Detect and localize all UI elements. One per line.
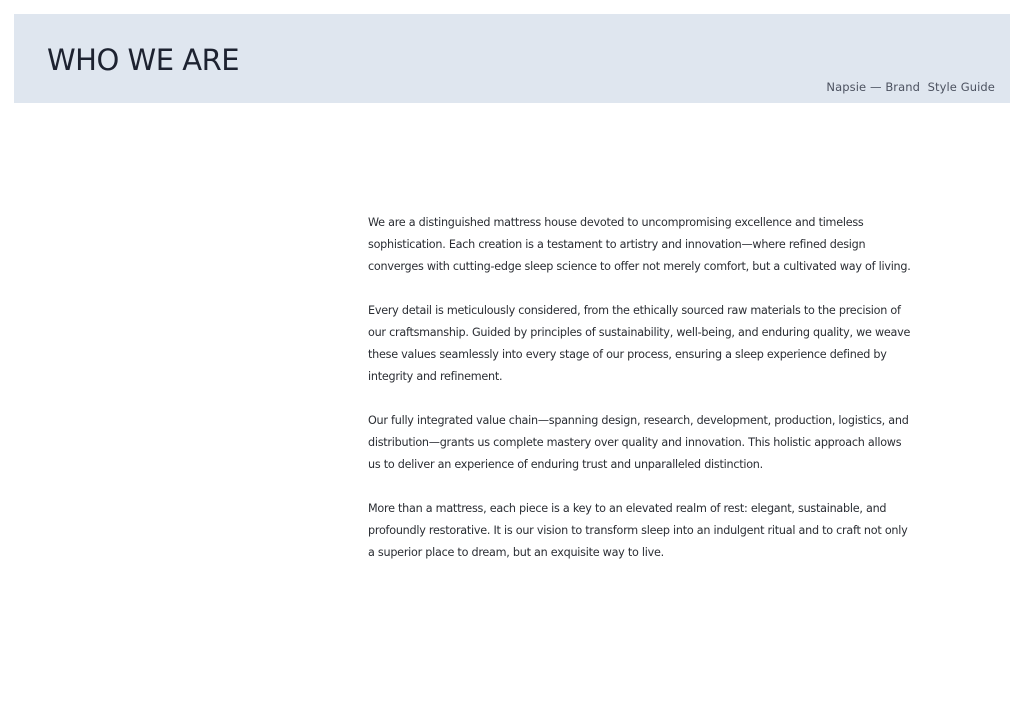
body-copy [368,212,916,586]
header-band [14,14,1010,103]
paragraph-craftsmanship: Every detail is meticulously considered, from the ethically sourced raw materials to the precision of our craftsmanship. Guided by principles of sustainability, well-being, and enduring quality, we weave these values seamlessly into every stage of our process, ensuring a sleep experience defined by integrity and refinement. [368,304,911,383]
paragraph-value-chain: Our fully integrated value chain—spanning design, research, development, production, logistics, and distribution—grants us complete mastery over quality and innovation. This holistic approach allows us to deliver an experience of enduring trust and unparalleled distinction. [368,414,909,471]
page-title: WHO WE ARE [47,43,240,77]
document-subtitle: Napsie — Brand Style Guide [826,80,995,94]
paragraph-intro: We are a distinguished mattress house devoted to uncompromising excellence and timeless sophistication. Each creation is a testament to artistry and innovation—where refined design converges with cutting-edge sleep science to offer not merely comfort, but a cultivated way of living. [368,216,911,273]
paragraph-vision: More than a mattress, each piece is a key to an elevated realm of rest: elegant, sustainable, and profoundly restorative. It is our vision to transform sleep into an indulgent ritual and to craft not only a superior place to dream, but an exquisite way to live. [368,502,908,559]
